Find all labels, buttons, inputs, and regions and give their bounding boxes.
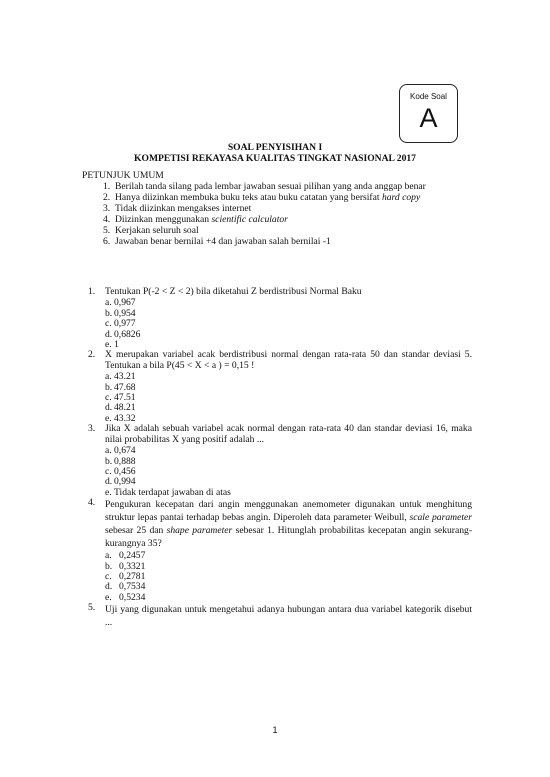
option-label: d. bbox=[105, 328, 113, 340]
option-text: 0,456 bbox=[114, 465, 136, 477]
option-text: 0,977 bbox=[114, 318, 136, 330]
question-3 bbox=[82, 424, 472, 498]
option-text: 1 bbox=[114, 339, 119, 351]
kode-soal-value: A bbox=[419, 103, 438, 133]
question-text-italic: shape parameter bbox=[166, 525, 233, 537]
kode-soal-label: Kode Soal bbox=[410, 92, 447, 101]
item-number: 2. bbox=[103, 192, 111, 203]
item-text: Berilah tanda silang pada lembar jawaban sesuai pilihan yang anda anggap benar bbox=[115, 181, 426, 192]
option bbox=[105, 330, 472, 340]
option-label: e. bbox=[105, 339, 112, 351]
general-item bbox=[105, 225, 426, 236]
option-label: c. bbox=[105, 392, 112, 404]
question-text-part: sebesar 25 dan bbox=[105, 525, 167, 537]
question-text bbox=[105, 498, 472, 550]
option-text: 0,674 bbox=[114, 445, 136, 457]
option-text: 0,7534 bbox=[119, 581, 146, 593]
option bbox=[105, 551, 472, 561]
item-number: 4. bbox=[103, 214, 111, 225]
option-text: 47.68 bbox=[114, 381, 136, 393]
question-text: X merupakan variabel acak berdistribusi normal dengan rata-rata 50 dan standar deviasi 5. Tentukan a bila P(45 < X < a ) = 0,15 ! bbox=[105, 349, 472, 371]
option-text: Tidak terdapat jawaban di atas bbox=[114, 486, 231, 498]
option-text: 0,954 bbox=[114, 307, 136, 319]
option bbox=[105, 446, 472, 456]
general-item bbox=[105, 214, 426, 225]
question-text-part: sebesar 1. Hitunglah probabilitas kecepatan angin sekurang- kurangnya 35? bbox=[105, 525, 473, 550]
question-2 bbox=[82, 350, 472, 424]
item-text: Kerjakan seluruh soal bbox=[115, 225, 199, 236]
option-label: e. bbox=[105, 591, 112, 603]
option-label: b. bbox=[105, 381, 113, 393]
option-text: 0,967 bbox=[114, 297, 136, 309]
option bbox=[105, 383, 472, 393]
general-item bbox=[105, 181, 426, 192]
item-text: Diizinkan menggunakan bbox=[115, 214, 212, 225]
option-text: 48.21 bbox=[114, 402, 136, 414]
option-label: b. bbox=[105, 455, 113, 467]
general-list bbox=[105, 181, 426, 247]
kode-soal-box bbox=[399, 84, 458, 143]
option-text: 47.51 bbox=[114, 392, 136, 404]
option-label: b. bbox=[105, 560, 113, 572]
option-text: 0,994 bbox=[114, 476, 136, 488]
question-1 bbox=[82, 287, 472, 350]
question-text: Uji yang digunakan untuk mengetahui adanya hubungan antara dua variabel kategorik disebut ... bbox=[105, 604, 472, 629]
question-text-part: Pengukuran kecepatan dari angin menggunakan anemometer digunakan untuk menghitung struktur lepas pantai terhadap bebas angin. Diperoleh data parameter Weibull, bbox=[105, 499, 472, 524]
item-number: 1. bbox=[103, 181, 111, 192]
item-number: 3. bbox=[103, 203, 111, 214]
option-label: b. bbox=[105, 307, 113, 319]
option bbox=[105, 319, 472, 329]
item-text: Tidak diizinkan mengakses internet bbox=[115, 203, 252, 214]
option-text: 43.21 bbox=[114, 371, 136, 383]
option-text: 0,2781 bbox=[119, 570, 146, 582]
doc-title-line1: SOAL PENYISIHAN I bbox=[227, 142, 323, 153]
option-list bbox=[105, 298, 472, 350]
option-label: e. bbox=[105, 412, 112, 424]
option bbox=[105, 403, 472, 413]
option-list bbox=[105, 551, 472, 603]
item-number: 6. bbox=[103, 236, 111, 247]
option bbox=[105, 582, 472, 592]
option-list bbox=[105, 372, 472, 424]
item-italic: scientific calculator bbox=[211, 214, 288, 225]
option-label: d. bbox=[105, 476, 113, 488]
option-text: 0,6826 bbox=[114, 328, 141, 340]
option-text: 0,3321 bbox=[119, 560, 146, 572]
general-item bbox=[105, 203, 426, 214]
option bbox=[105, 372, 472, 382]
question-number: 4. bbox=[88, 497, 96, 509]
option-label: d. bbox=[105, 402, 113, 414]
page-number: 1 bbox=[272, 725, 278, 735]
option bbox=[105, 593, 472, 603]
option bbox=[105, 393, 472, 403]
option-label: c. bbox=[105, 465, 112, 477]
option-text: 0,2457 bbox=[119, 550, 146, 562]
option-label: a. bbox=[105, 550, 112, 562]
question-number: 3. bbox=[88, 423, 96, 435]
option bbox=[105, 562, 472, 572]
option-text: 0,5234 bbox=[119, 591, 146, 603]
question-number: 5. bbox=[88, 602, 96, 614]
question-text: Tentukan P(-2 < Z < 2) bila diketahui Z berdistribusi Normal Baku bbox=[105, 286, 362, 297]
question-number: 2. bbox=[88, 349, 96, 361]
question-list bbox=[82, 287, 472, 629]
option-label: d. bbox=[105, 581, 113, 593]
general-instructions bbox=[82, 170, 426, 247]
option-label: c. bbox=[105, 318, 112, 330]
question-4 bbox=[82, 498, 472, 603]
option-list bbox=[105, 446, 472, 498]
item-text: Jawaban benar bernilai +4 dan jawaban salah bernilai -1 bbox=[115, 236, 331, 247]
option bbox=[105, 488, 472, 498]
option bbox=[105, 467, 472, 477]
question-5 bbox=[82, 603, 472, 629]
option-label: e. bbox=[105, 486, 112, 498]
general-heading: PETUNJUK UMUM bbox=[82, 170, 164, 181]
option-text: 0,888 bbox=[114, 455, 136, 467]
option bbox=[105, 457, 472, 467]
question-text-italic: scale parameter bbox=[409, 512, 472, 524]
item-italic: hard copy bbox=[381, 192, 421, 203]
item-text: Hanya diizinkan membuka buku teks atau buku catatan yang bersifat bbox=[115, 192, 382, 203]
option bbox=[105, 309, 472, 319]
option-label: a. bbox=[105, 371, 112, 383]
general-item bbox=[105, 192, 426, 203]
doc-title-line2: KOMPETISI REKAYASA KUALITAS TINGKAT NASIONAL 2017 bbox=[134, 153, 416, 164]
option bbox=[105, 298, 472, 308]
general-item bbox=[105, 236, 426, 247]
question-number: 1. bbox=[88, 286, 96, 297]
item-number: 5. bbox=[103, 225, 111, 236]
option-label: c. bbox=[105, 570, 112, 582]
question-text: Jika X adalah sebuah variabel acak normal dengan rata-rata 40 dan standar deviasi 16, maka nilai probabilitas X yang positif adalah ... bbox=[105, 423, 472, 445]
option-text: 43.32 bbox=[114, 412, 136, 424]
option bbox=[105, 572, 472, 582]
option-label: a. bbox=[105, 297, 112, 309]
option-label: a. bbox=[105, 445, 112, 457]
